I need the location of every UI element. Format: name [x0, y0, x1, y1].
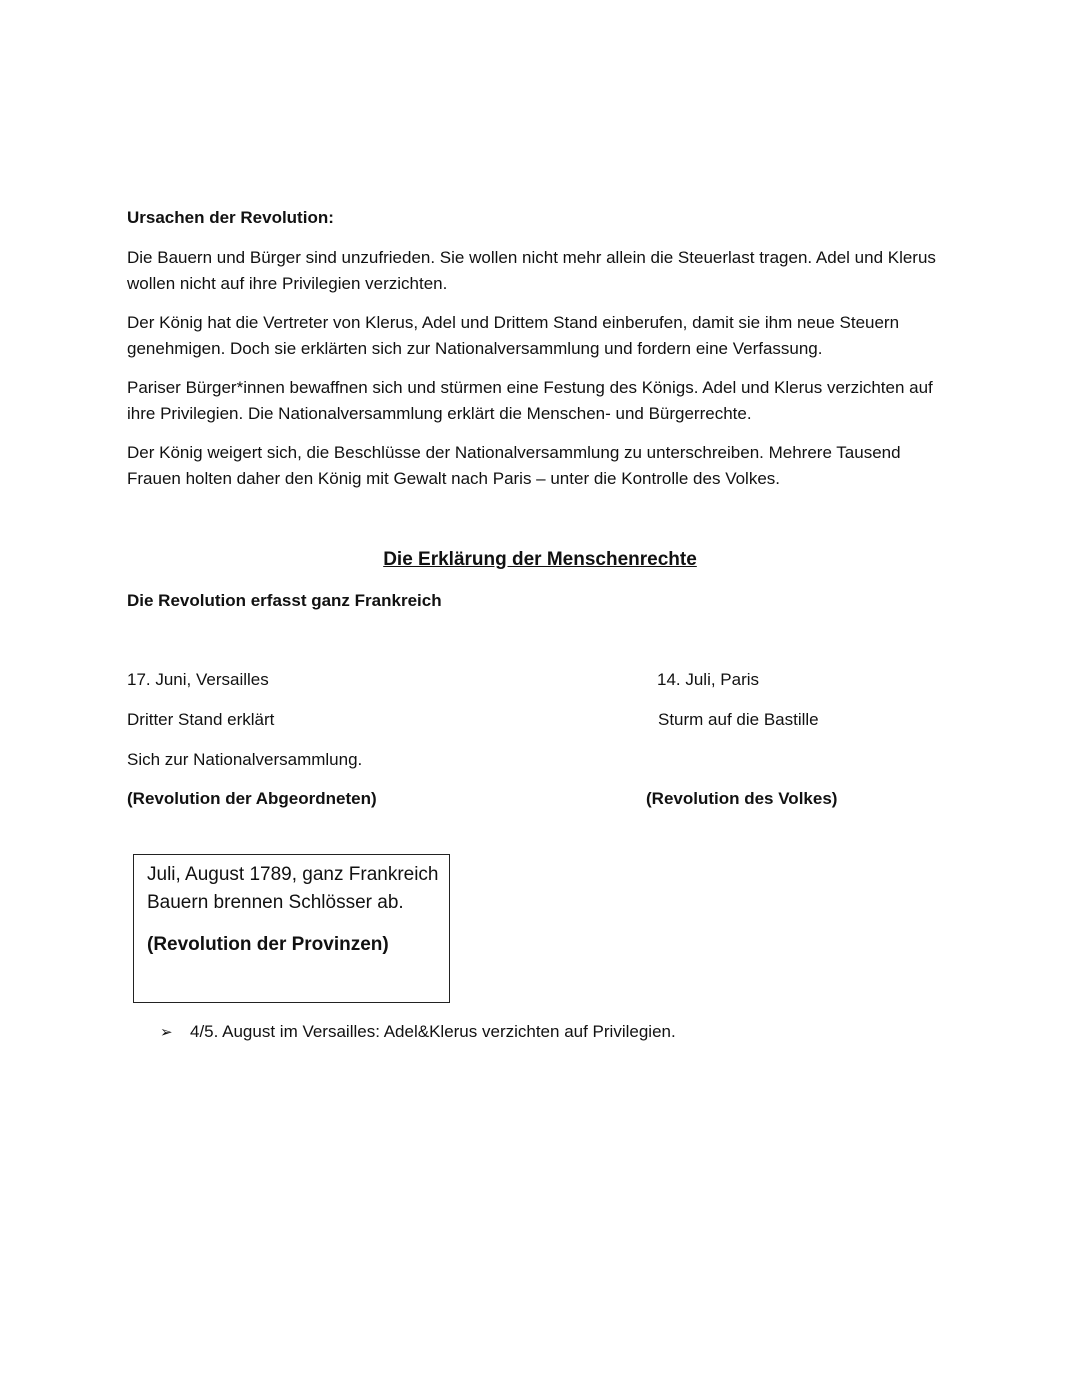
declaration-subheading: Die Revolution erfasst ganz Frankreich	[127, 591, 442, 610]
left-event-line-1: Dritter Stand erklärt	[127, 710, 275, 729]
box-line-2: Bauern brennen Schlösser ab.	[147, 892, 404, 913]
left-event-label: (Revolution der Abgeordneten)	[127, 789, 377, 808]
left-event-date: 17. Juni, Versailles	[127, 670, 269, 689]
causes-paragraph-1: Die Bauern und Bürger sind unzufrieden. Sie wollen nicht mehr allein die Steuerlast tragen. Adel und Klerus wollen nicht auf ihre Privilegien verzichten.	[127, 248, 936, 293]
declaration-title: Die Erklärung der Menschenrechte	[383, 549, 697, 570]
bullet-text: 4/5. August im Versailles: Adel&Klerus verzichten auf Privilegien.	[190, 1022, 676, 1041]
box-line-1: Juli, August 1789, ganz Frankreich	[147, 864, 439, 885]
causes-paragraph-2: Der König hat die Vertreter von Klerus, Adel und Drittem Stand einberufen, damit sie ihm neue Steuern genehmigen. Doch sie erklärten sich zur Nationalversammlung und fordern eine Verfassung.	[127, 313, 900, 358]
right-event-date: 14. Juli, Paris	[657, 670, 760, 689]
causes-heading: Ursachen der Revolution:	[127, 208, 334, 227]
right-event-label: (Revolution des Volkes)	[646, 789, 838, 808]
box-label: (Revolution der Provinzen)	[147, 934, 389, 955]
causes-paragraph-4: Der König weigert sich, die Beschlüsse der Nationalversammlung zu unterschreiben. Mehrere Tausend Frauen holten daher den König mit Gewalt nach Paris – unter die Kontrolle des Volkes.	[127, 443, 901, 488]
causes-paragraph-3: Pariser Bürger*innen bewaffnen sich und stürmen eine Festung des Königs. Adel und Klerus verzichten auf ihre Privilegien. Die Nationalversammlung erklärt die Menschen- und Bürgerrechte.	[127, 378, 933, 423]
right-event-line-1: Sturm auf die Bastille	[658, 710, 819, 729]
provinces-box	[133, 854, 450, 1003]
left-event-line-2: Sich zur Nationalversammlung.	[127, 750, 363, 769]
bullet-item	[160, 1019, 676, 1046]
arrow-bullet-icon: ➢	[160, 1024, 173, 1041]
